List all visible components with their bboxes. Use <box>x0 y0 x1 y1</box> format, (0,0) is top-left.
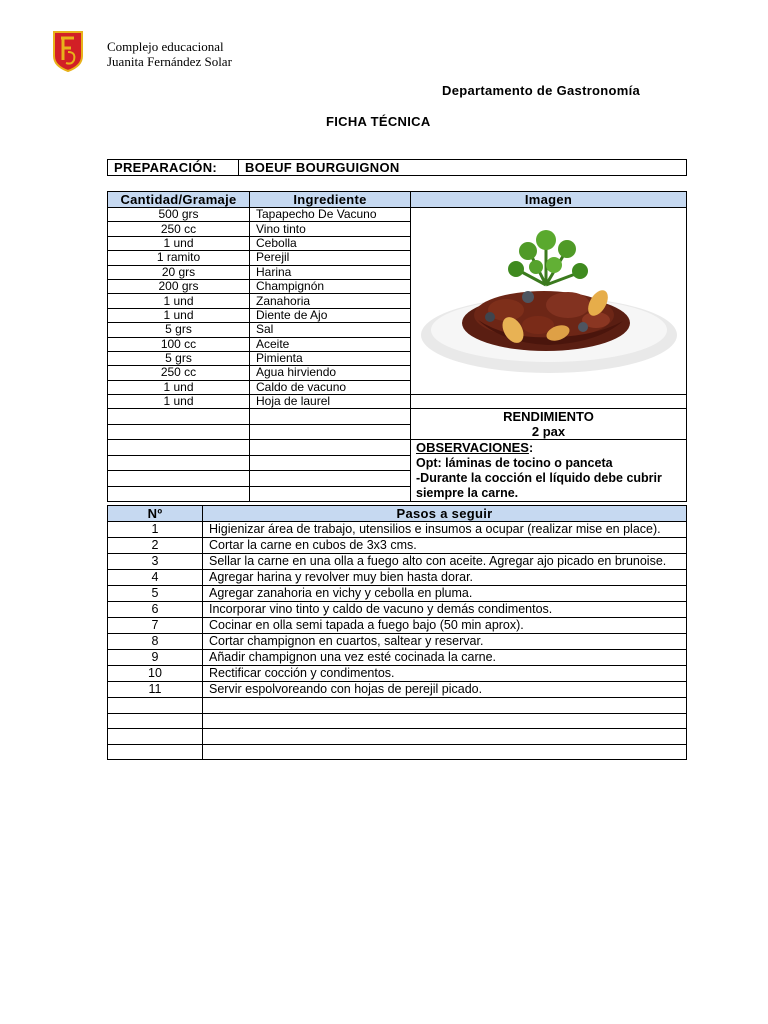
dish-photo <box>418 225 680 375</box>
ingredient-name: Harina <box>250 265 411 279</box>
step-number: 6 <box>108 602 203 618</box>
ingredients-table <box>107 191 687 502</box>
column-header-image: Imagen <box>411 192 687 208</box>
ingredient-name: Champignón <box>250 279 411 293</box>
step-row <box>108 666 687 682</box>
step-number: 10 <box>108 666 203 682</box>
ingredient-name: Aceite <box>250 337 411 351</box>
school-name-line1: Complejo educacional <box>107 39 224 54</box>
column-header-number: Nº <box>108 506 203 522</box>
step-row <box>108 602 687 618</box>
step-row <box>108 650 687 666</box>
step-row <box>108 586 687 602</box>
document-title: FICHA TÉCNICA <box>326 114 431 129</box>
step-number: 2 <box>108 538 203 554</box>
ingredient-qty: 1 und <box>108 236 250 250</box>
step-text: Sellar la carne en una olla a fuego alto con aceite. Agregar ajo picado en brunoise. <box>203 554 687 570</box>
step-number: 5 <box>108 586 203 602</box>
step-row <box>108 522 687 538</box>
school-name <box>107 39 232 69</box>
blank-row <box>108 729 687 745</box>
blank-row <box>108 744 687 760</box>
step-text: Añadir champignon una vez esté cocinada la carne. <box>203 650 687 666</box>
step-text: Agregar zanahoria en vichy y cebolla en pluma. <box>203 586 687 602</box>
step-text: Incorporar vino tinto y caldo de vacuno y demás condimentos. <box>203 602 687 618</box>
ingredient-name: Tapapecho De Vacuno <box>250 208 411 222</box>
column-header-quantity: Cantidad/Gramaje <box>108 192 250 208</box>
ingredient-name: Sal <box>250 323 411 337</box>
ingredient-qty: 20 grs <box>108 265 250 279</box>
school-crest-logo <box>52 30 84 72</box>
observations-label: OBSERVACIONES <box>416 440 529 456</box>
ingredient-name: Pimienta <box>250 351 411 365</box>
ingredient-qty: 250 cc <box>108 366 250 380</box>
preparation-table <box>107 159 687 176</box>
step-text: Servir espolvoreando con hojas de perejil picado. <box>203 682 687 698</box>
ingredient-qty: 100 cc <box>108 337 250 351</box>
step-row <box>108 682 687 698</box>
ingredient-name: Zanahoria <box>250 294 411 308</box>
step-number: 3 <box>108 554 203 570</box>
step-text: Cocinar en olla semi tapada a fuego bajo (50 min aprox). <box>203 618 687 634</box>
step-number: 11 <box>108 682 203 698</box>
yield-label: RENDIMIENTO <box>503 409 594 425</box>
ingredient-qty: 1 und <box>108 395 250 409</box>
preparation-label: PREPARACIÓN: <box>108 160 239 176</box>
step-row <box>108 538 687 554</box>
ingredient-row <box>108 208 687 222</box>
step-text: Rectificar cocción y condimentos. <box>203 666 687 682</box>
ingredient-qty: 5 grs <box>108 351 250 365</box>
step-number: 8 <box>108 634 203 650</box>
ingredient-qty: 200 grs <box>108 279 250 293</box>
yield-cell <box>411 409 687 440</box>
column-header-steps: Pasos a seguir <box>203 506 687 522</box>
column-header-ingredient: Ingrediente <box>250 192 411 208</box>
blank-row <box>108 440 687 456</box>
ingredient-qty: 250 cc <box>108 222 250 236</box>
step-number: 9 <box>108 650 203 666</box>
ingredient-name: Vino tinto <box>250 222 411 236</box>
ingredient-qty: 1 und <box>108 308 250 322</box>
ingredient-name: Diente de Ajo <box>250 308 411 322</box>
ingredient-name: Hoja de laurel <box>250 395 411 409</box>
ingredient-qty: 5 grs <box>108 323 250 337</box>
preparation-value: BOEUF BOURGUIGNON <box>239 160 687 176</box>
blank-row <box>108 698 687 714</box>
step-text: Higienizar área de trabajo, utensilios e insumos a ocupar (realizar mise en place). <box>203 522 687 538</box>
step-number: 4 <box>108 570 203 586</box>
step-row <box>108 618 687 634</box>
dish-image-cell <box>411 208 687 395</box>
image-empty-cell <box>411 395 687 409</box>
step-row <box>108 554 687 570</box>
observation-line-1: Opt: láminas de tocino o panceta <box>416 456 613 471</box>
step-text: Cortar la carne en cubos de 3x3 cms. <box>203 538 687 554</box>
blank-row <box>108 713 687 729</box>
observations-colon: : <box>528 441 534 456</box>
step-text: Cortar champignon en cuartos, saltear y reservar. <box>203 634 687 650</box>
ingredient-qty: 500 grs <box>108 208 250 222</box>
step-row <box>108 634 687 650</box>
ingredient-name: Perejil <box>250 251 411 265</box>
observations-cell <box>411 440 687 502</box>
step-text: Agregar harina y revolver muy bien hasta dorar. <box>203 570 687 586</box>
ingredient-row <box>108 395 687 409</box>
observation-line-2: -Durante la cocción el líquido debe cubrir siempre la carne. <box>416 471 662 501</box>
ingredient-qty: 1 ramito <box>108 251 250 265</box>
blank-row <box>108 409 687 425</box>
steps-table <box>107 505 687 760</box>
step-row <box>108 570 687 586</box>
ingredient-name: Cebolla <box>250 236 411 250</box>
step-number: 1 <box>108 522 203 538</box>
step-number: 7 <box>108 618 203 634</box>
ingredient-qty: 1 und <box>108 294 250 308</box>
yield-value: 2 pax <box>531 424 566 440</box>
ingredient-name: Agua hirviendo <box>250 366 411 380</box>
school-name-line2: Juanita Fernández Solar <box>107 54 232 69</box>
department-title: Departamento de Gastronomía <box>442 83 641 98</box>
ingredient-qty: 1 und <box>108 380 250 394</box>
ingredient-name: Caldo de vacuno <box>250 380 411 394</box>
